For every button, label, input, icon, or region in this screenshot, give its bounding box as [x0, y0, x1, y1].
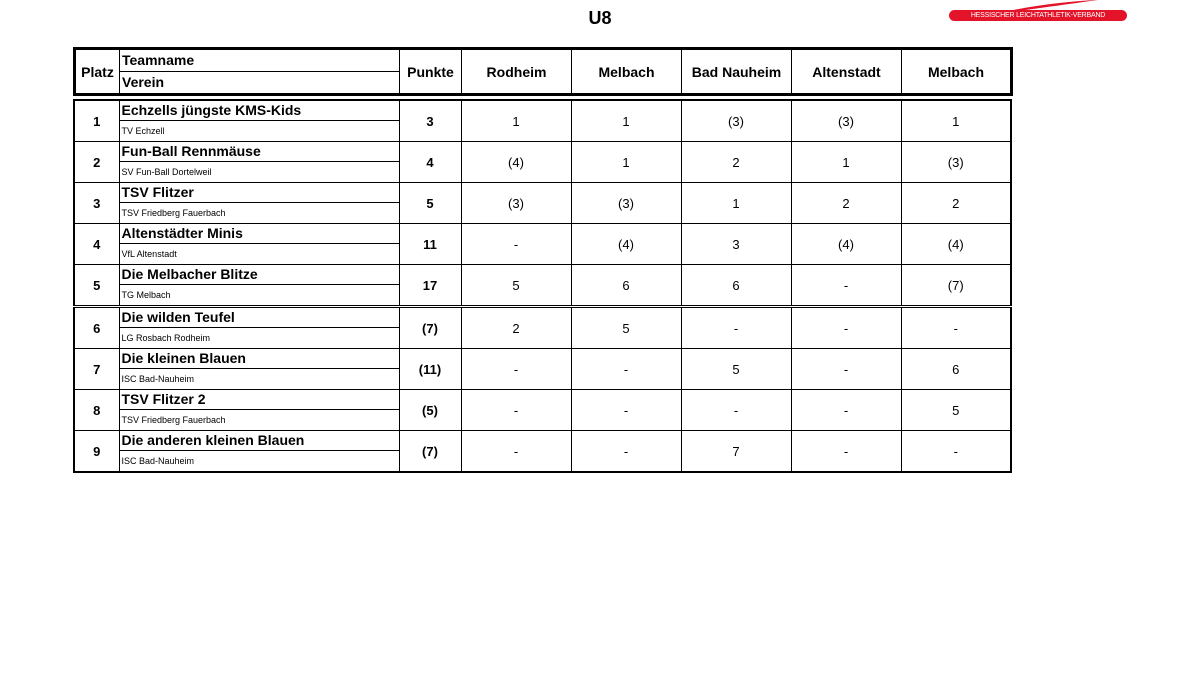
- header-event-altenstadt: Altenstadt: [792, 49, 902, 95]
- points-cell: 17: [399, 265, 461, 307]
- rank-cell: 8: [74, 390, 119, 431]
- result-cell: -: [571, 431, 681, 473]
- club-name: LG Rosbach Rodheim: [121, 333, 211, 343]
- table-row: [74, 431, 1011, 473]
- result-cell: 1: [681, 183, 791, 224]
- header-team-club: [120, 49, 400, 95]
- team-name: Die Melbacher Blitze: [120, 265, 399, 285]
- result-cell: 2: [461, 307, 571, 349]
- result-cell: (7): [901, 265, 1011, 307]
- team-cell: [119, 224, 399, 265]
- points-cell: (11): [399, 349, 461, 390]
- header-club: Verein: [122, 74, 165, 90]
- table-row: [74, 224, 1011, 265]
- team-name: Fun-Ball Rennmäuse: [120, 142, 399, 162]
- rank-cell: 9: [74, 431, 119, 473]
- result-cell: -: [571, 349, 681, 390]
- result-cell: (3): [461, 183, 571, 224]
- table-row: [74, 100, 1011, 142]
- club-name: TG Melbach: [121, 290, 171, 300]
- header-team: Teamname: [120, 50, 399, 72]
- result-cell: 6: [571, 265, 681, 307]
- club-name: SV Fun-Ball Dortelweil: [121, 167, 212, 177]
- result-cell: -: [461, 390, 571, 431]
- rank-cell: 6: [74, 307, 119, 349]
- result-cell: 5: [571, 307, 681, 349]
- result-cell: 1: [571, 100, 681, 142]
- rank-cell: 2: [74, 142, 119, 183]
- result-cell: 1: [461, 100, 571, 142]
- result-cell: 5: [681, 349, 791, 390]
- result-cell: -: [791, 265, 901, 307]
- result-cell: -: [901, 307, 1011, 349]
- results-table-header: [73, 47, 1013, 96]
- points-cell: (5): [399, 390, 461, 431]
- table-row: [74, 142, 1011, 183]
- team-name: Die wilden Teufel: [120, 308, 399, 328]
- points-cell: (7): [399, 431, 461, 473]
- table-row: [74, 349, 1011, 390]
- header-event-melbach-2: Melbach: [902, 49, 1012, 95]
- team-name: TSV Flitzer: [120, 183, 399, 203]
- result-cell: (3): [791, 100, 901, 142]
- result-cell: 2: [791, 183, 901, 224]
- club-name: ISC Bad-Nauheim: [121, 374, 195, 384]
- result-cell: -: [461, 224, 571, 265]
- team-cell: [119, 390, 399, 431]
- team-cell: [119, 431, 399, 473]
- team-name: TSV Flitzer 2: [120, 390, 399, 410]
- header-rank: Platz: [75, 49, 120, 95]
- points-cell: 11: [399, 224, 461, 265]
- points-cell: 5: [399, 183, 461, 224]
- result-cell: 5: [901, 390, 1011, 431]
- result-cell: -: [571, 390, 681, 431]
- points-cell: (7): [399, 307, 461, 349]
- table-row: [74, 390, 1011, 431]
- result-cell: (3): [571, 183, 681, 224]
- team-name: Die kleinen Blauen: [120, 349, 399, 369]
- result-cell: -: [791, 307, 901, 349]
- result-cell: 1: [901, 100, 1011, 142]
- team-cell: [119, 265, 399, 307]
- team-name: Die anderen kleinen Blauen: [120, 431, 399, 451]
- team-cell: [119, 349, 399, 390]
- header-points: Punkte: [400, 49, 462, 95]
- result-cell: -: [681, 390, 791, 431]
- table-row: [74, 183, 1011, 224]
- result-cell: 6: [681, 265, 791, 307]
- result-cell: (4): [571, 224, 681, 265]
- result-cell: -: [461, 431, 571, 473]
- points-cell: 3: [399, 100, 461, 142]
- result-cell: -: [901, 431, 1011, 473]
- results-table: [73, 99, 1012, 473]
- rank-cell: 1: [74, 100, 119, 142]
- rank-cell: 3: [74, 183, 119, 224]
- page-title: U8: [588, 8, 612, 28]
- result-cell: (4): [791, 224, 901, 265]
- club-name: TV Echzell: [121, 126, 165, 136]
- result-cell: (3): [901, 142, 1011, 183]
- team-cell: [119, 307, 399, 349]
- rank-cell: 7: [74, 349, 119, 390]
- result-cell: -: [791, 349, 901, 390]
- header-event-bad-nauheim: Bad Nauheim: [682, 49, 792, 95]
- club-name: ISC Bad-Nauheim: [121, 456, 195, 466]
- team-cell: [119, 183, 399, 224]
- team-cell: [119, 142, 399, 183]
- team-name: Altenstädter Minis: [120, 224, 399, 244]
- result-cell: (4): [461, 142, 571, 183]
- result-cell: 1: [791, 142, 901, 183]
- result-cell: 2: [901, 183, 1011, 224]
- team-cell: [119, 100, 399, 142]
- result-cell: 3: [681, 224, 791, 265]
- result-cell: -: [681, 307, 791, 349]
- header-event-rodheim: Rodheim: [462, 49, 572, 95]
- result-cell: 5: [461, 265, 571, 307]
- rank-cell: 5: [74, 265, 119, 307]
- result-cell: (4): [901, 224, 1011, 265]
- points-cell: 4: [399, 142, 461, 183]
- club-name: TSV Friedberg Fauerbach: [121, 208, 226, 218]
- result-cell: 6: [901, 349, 1011, 390]
- result-cell: 7: [681, 431, 791, 473]
- result-cell: 1: [571, 142, 681, 183]
- table-row: [74, 265, 1011, 307]
- table-row: [74, 307, 1011, 349]
- result-cell: (3): [681, 100, 791, 142]
- result-cell: 2: [681, 142, 791, 183]
- result-cell: -: [791, 390, 901, 431]
- club-name: VfL Altenstadt: [121, 249, 177, 259]
- header-event-melbach: Melbach: [572, 49, 682, 95]
- team-name: Echzells jüngste KMS-Kids: [120, 101, 399, 121]
- result-cell: -: [461, 349, 571, 390]
- club-name: TSV Friedberg Fauerbach: [121, 415, 226, 425]
- hlv-logo: [948, 0, 1128, 24]
- rank-cell: 4: [74, 224, 119, 265]
- result-cell: -: [791, 431, 901, 473]
- logo-text: HESSISCHER LEICHTATHLETIK-VERBAND: [949, 10, 1127, 21]
